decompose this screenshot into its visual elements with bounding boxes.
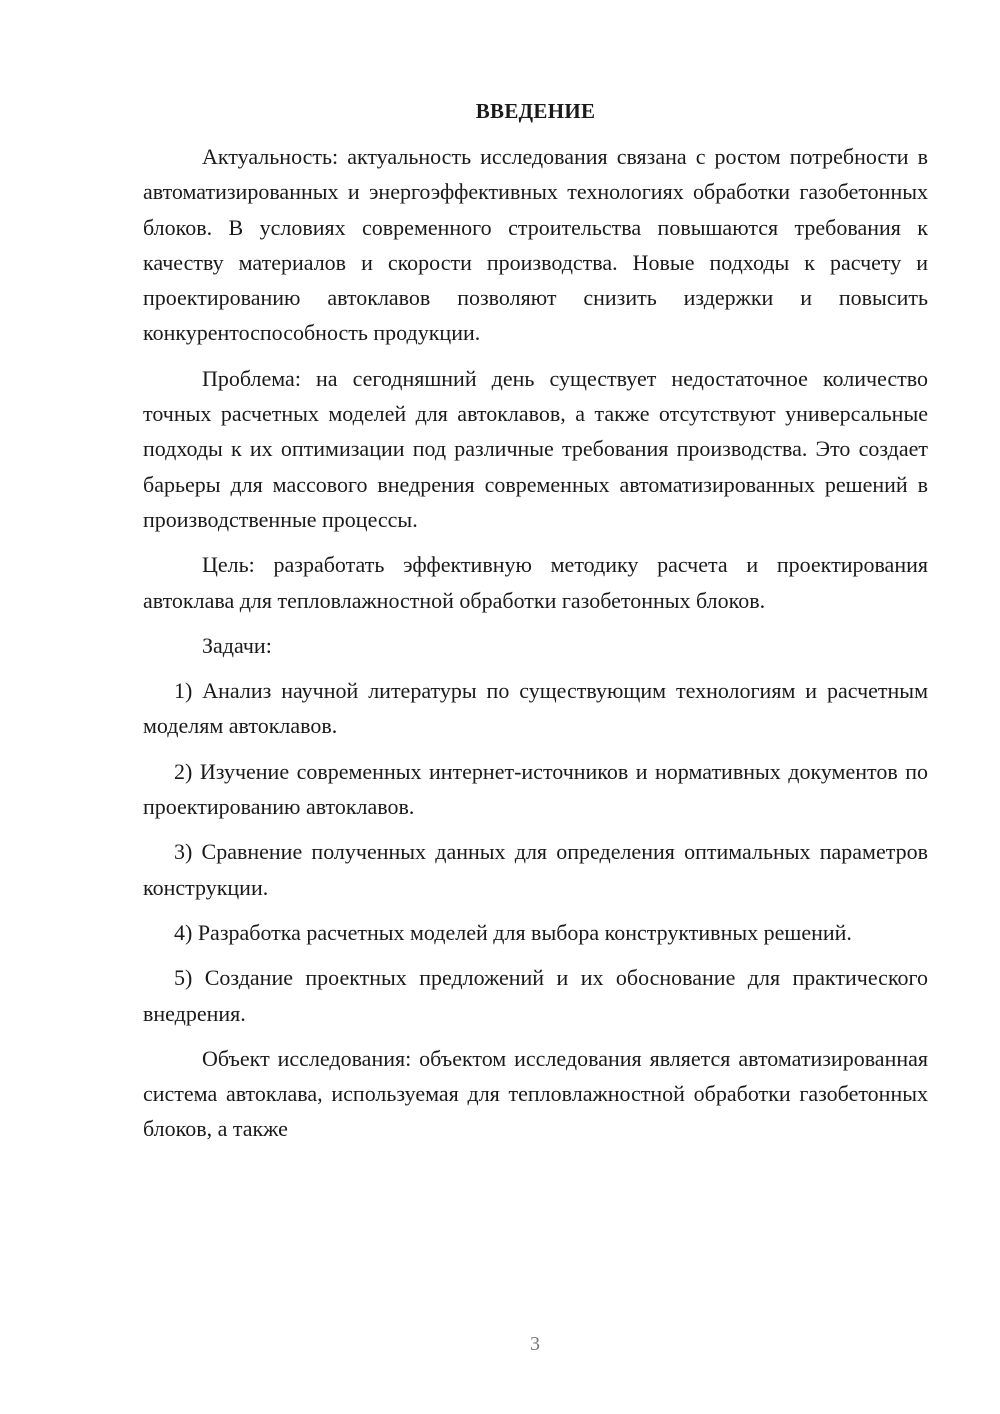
page-body bbox=[143, 96, 928, 1147]
task-item: 2) Изучение современных интернет-источников и нормативных документов по проектированию автоклавов. bbox=[143, 758, 928, 820]
object-paragraph: Объект исследования: объектом исследования является автоматизированная система автоклава, используемая для тепловлажностной обработки газобетонных блоков, а также bbox=[143, 1045, 928, 1142]
section-heading: ВВЕДЕНИЕ bbox=[475, 99, 596, 123]
problem-paragraph: Проблема: на сегодняшний день существует недостаточное количество точных расчетных моделей для автоклавов, а также отсутствуют универсальные подходы к их оптимизации под различные требования производства. Это создает барьеры для массового внедрения современных автоматизированных решений в производственные процессы. bbox=[143, 365, 928, 532]
task-item: 4) Разработка расчетных моделей для выбора конструктивных решений. bbox=[174, 919, 852, 945]
goal-paragraph: Цель: разработать эффективную методику расчета и проектирования автоклава для тепловлажностной обработки газобетонных блоков. bbox=[143, 552, 928, 613]
relevance-paragraph: Актуальность: актуальность исследования связана с ростом потребности в автоматизированных и энергоэффективных технологиях обработки газобетонных блоков. В условиях современного строительства повышаются требования к качеству материалов и скорости производства. Новые подходы к расчету и проектированию автоклавов позволяют снизить издержки и повысить конкурентоспособность продукции. bbox=[143, 144, 928, 346]
task-item: 3) Сравнение полученных данных для определения оптимальных параметров конструкции. bbox=[143, 839, 928, 900]
task-item: 5) Создание проектных предложений и их обоснование для практического внедрения. bbox=[143, 965, 928, 1026]
tasks-title: Задачи: bbox=[202, 632, 272, 658]
page-number: 3 bbox=[530, 1333, 540, 1355]
task-item: 1) Анализ научной литературы по существующим технологиям и расчетным моделям автоклавов. bbox=[143, 678, 928, 739]
